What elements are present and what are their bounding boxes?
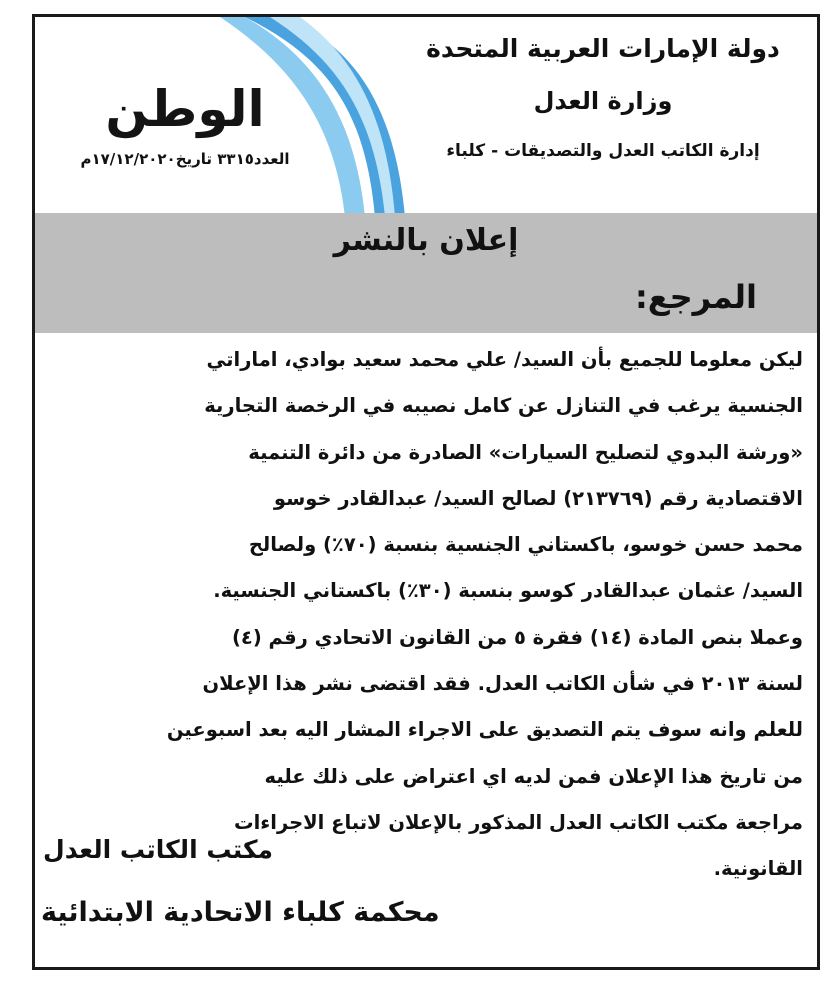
body-line: للعلم وانه سوف يتم التصديق على الاجراء المشار اليه بعد اسبوعين	[166, 718, 803, 742]
newspaper-masthead	[55, 79, 315, 169]
body-line: لسنة ٢٠١٣ في شأن الكاتب العدل. فقد اقتضى نشر هذا الإعلان	[202, 672, 803, 696]
announcement-frame	[32, 14, 820, 970]
court-name: محكمة كلباء الاتحادية الابتدائية	[41, 897, 440, 928]
newspaper-logo: الوطن	[105, 80, 265, 138]
office-signature: مكتب الكاتب العدل	[43, 835, 274, 864]
body-line: محمد حسن خوسو، باكستاني الجنسية بنسبة (٧٠٪) ولصالح	[248, 533, 803, 557]
body-line: السيد/ عثمان عبدالقادر كوسو بنسبة (٣٠٪) باكستاني الجنسية.	[213, 579, 803, 603]
body-line: مراجعة مكتب الكاتب العدل المذكور بالإعلان لاتباع الاجراءات	[234, 810, 803, 834]
body-line: «ورشة البدوي لتصليح السيارات» الصادرة من دائرة التنمية	[248, 440, 803, 464]
reference-label: المرجع:	[634, 278, 757, 316]
body-line: الجنسية يرغب في التنازل عن كامل نصيبه في الرخصة التجارية	[204, 394, 803, 418]
body-line: وعملا بنص المادة (١٤) فقرة ٥ من القانون الاتحادي رقم (٤)	[232, 625, 803, 649]
department-name: إدارة الكاتب العدل والتصديقات - كلباء	[446, 141, 760, 161]
issuer-header	[413, 31, 793, 163]
announcement-title: إعلان بالنشر	[333, 223, 519, 258]
announcement-body	[49, 337, 803, 893]
body-line: القانونية.	[713, 857, 803, 881]
body-line: الاقتصادية رقم (٢١٣٧٦٩) لصالح السيد/ عبدالقادر خوسو	[273, 486, 803, 510]
body-line: ليكن معلوما للجميع بأن السيد/ علي محمد سعيد بوادي، اماراتي	[206, 348, 803, 371]
state-name: دولة الإمارات العربية المتحدة	[426, 34, 780, 63]
body-line: من تاريخ هذا الإعلان فمن لديه اي اعتراض على ذلك عليه	[264, 764, 803, 788]
issue-number-date: العدد٣٣١٥ تاريخ١٧/١٢/٢٠٢٠م	[80, 150, 290, 168]
ministry-name: وزارة العدل	[533, 87, 673, 115]
title-band	[35, 213, 817, 333]
